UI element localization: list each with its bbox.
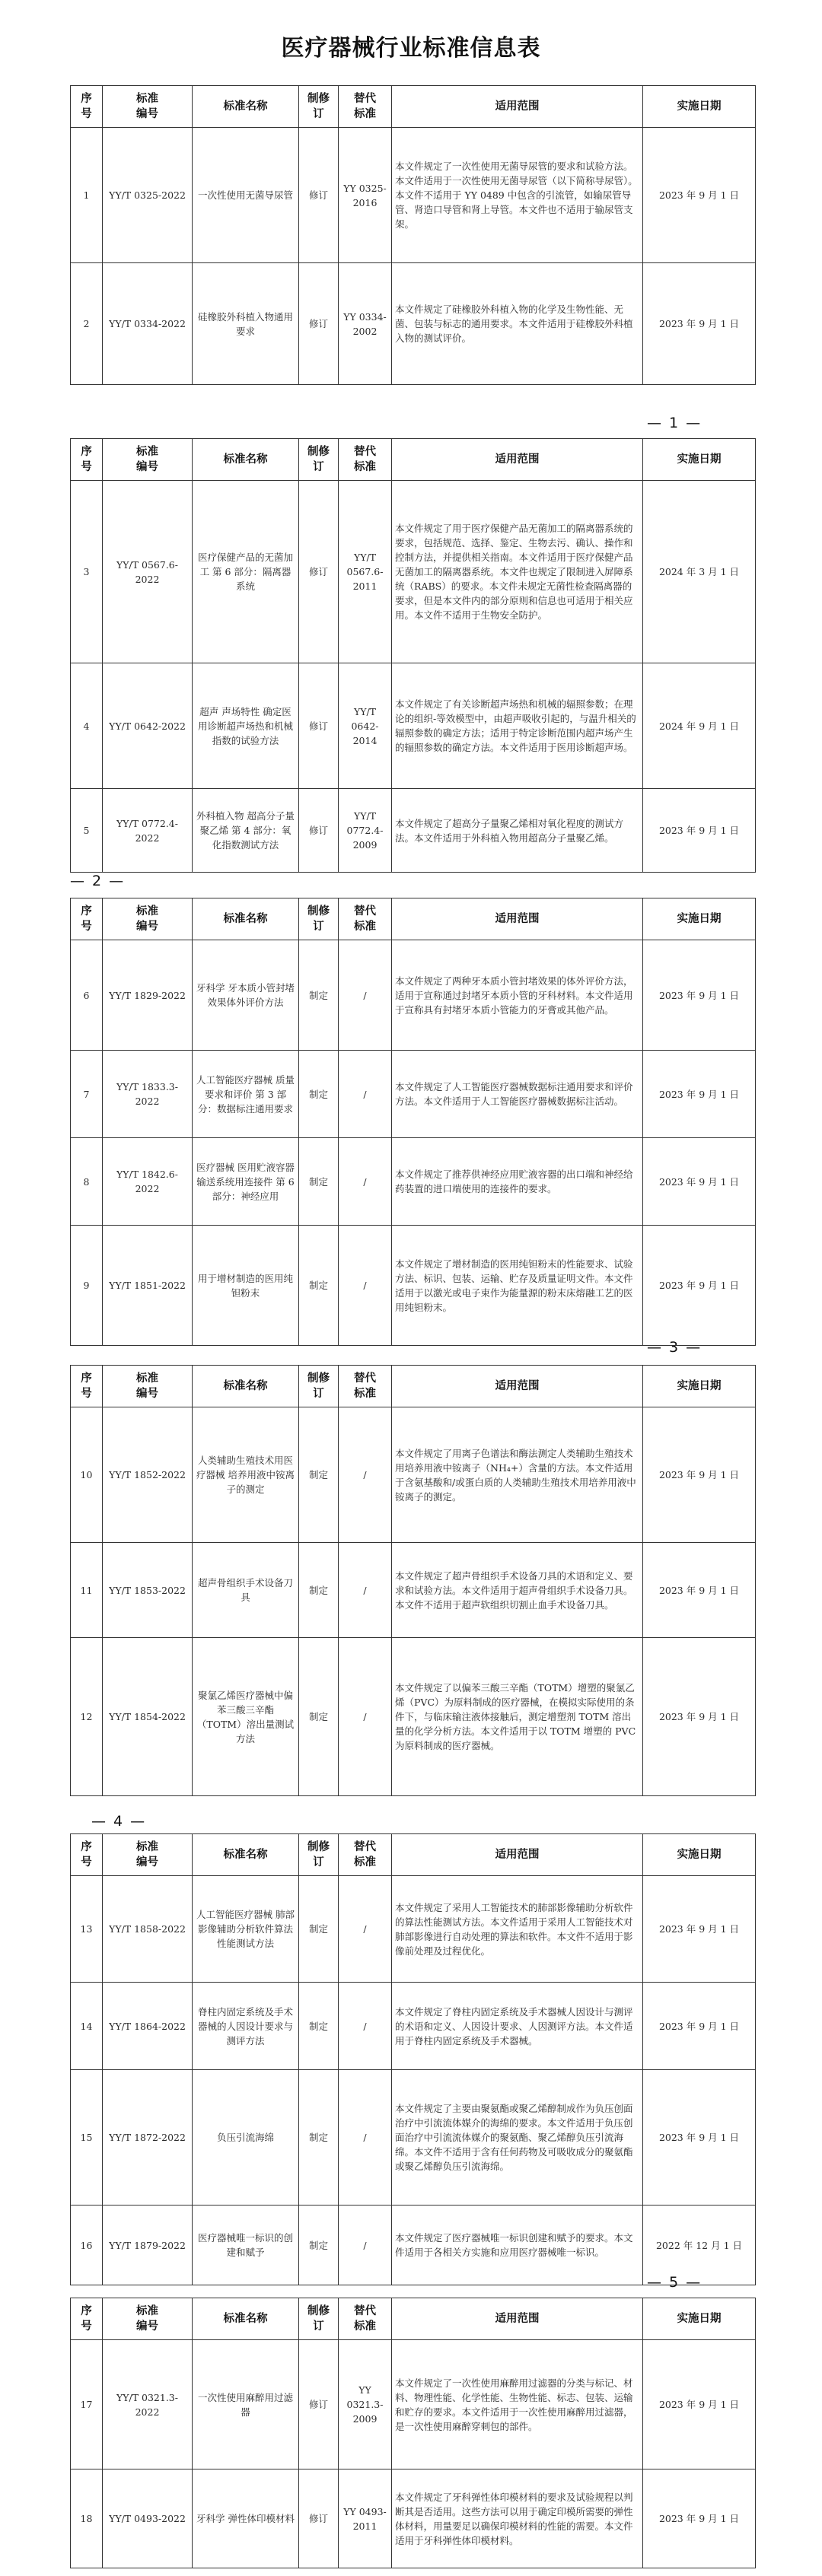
row-no: 8 [71, 1138, 103, 1226]
row-replace: / [339, 2070, 392, 2206]
header-type: 制修订 [299, 86, 339, 128]
row-replace: / [339, 1983, 392, 2070]
header-type: 制修订 [299, 1366, 339, 1407]
row-replace: / [339, 2206, 392, 2285]
header-replace: 替代 标准 [339, 898, 392, 940]
row-replace: / [339, 1226, 392, 1346]
row-code: YY/T 1872-2022 [103, 2070, 193, 2206]
standards-table-page-1 [70, 85, 756, 385]
row-name: 外科植入物 超高分子量聚乙烯 第 4 部分：氧化指数测试方法 [193, 789, 299, 873]
page-number: — 5 — [647, 2274, 703, 2291]
row-scope: 本文件规定了增材制造的医用纯钽粉末的性能要求、试验方法、标识、包装、运输、贮存及质量证明文件。本文件适用于以激光或电子束作为能量源的粉末床熔融工艺的医用纯钽粉末。 [392, 1226, 643, 1346]
row-type: 制定 [299, 1876, 339, 1983]
row-code: YY/T 1858-2022 [103, 1876, 193, 1983]
row-scope: 本文件规定了脊柱内固定系统及手术器械人因设计与测评的术语和定义、人因设计要求、人因测评方法。本文件适用于脊柱内固定系统及手术器械。 [392, 1983, 643, 2070]
row-replace: / [339, 1138, 392, 1226]
table-header-row [71, 2298, 756, 2340]
header-no: 序 号 [71, 1366, 103, 1407]
row-date: 2023 年 9 月 1 日 [643, 2340, 756, 2469]
header-name: 标准名称 [193, 2298, 299, 2340]
row-date: 2023 年 9 月 1 日 [643, 1226, 756, 1346]
row-type: 制定 [299, 1407, 339, 1543]
standards-table-page-2 [70, 438, 756, 873]
row-no: 4 [71, 663, 103, 789]
standards-table-page-5 [70, 1833, 756, 2285]
header-replace: 替代 标准 [339, 1366, 392, 1407]
table-row [71, 1051, 756, 1138]
header-replace: 替代 标准 [339, 439, 392, 481]
row-code: YY/T 0567.6-2022 [103, 481, 193, 663]
row-scope: 本文件规定了有关诊断超声场热和机械的辐照参数；在理论的组织-等效模型中，由超声吸收引起的，与温升相关的辐照参数的确定方法；适用于特定诊断范围内超声场产生的辐照参数的确定方法。本文件适用于医用诊断超声场。 [392, 663, 643, 789]
row-code: YY/T 1833.3-2022 [103, 1051, 193, 1138]
row-date: 2023 年 9 月 1 日 [643, 1638, 756, 1796]
table-row [71, 1983, 756, 2070]
header-scope: 适用范围 [392, 1834, 643, 1876]
row-no: 2 [71, 263, 103, 385]
row-name: 一次性使用麻醉用过滤器 [193, 2340, 299, 2469]
row-type: 制定 [299, 1051, 339, 1138]
page-number: — 4 — [91, 1813, 147, 1830]
row-replace: YY/T 0772.4-2009 [339, 789, 392, 873]
row-scope: 本文件规定了超声骨组织手术设备刀具的术语和定义、要求和试验方法。本文件适用于超声骨组织手术设备刀具。本文件不适用于超声软组织切割止血手术设备刀具。 [392, 1543, 643, 1638]
header-date: 实施日期 [643, 439, 756, 481]
row-scope: 本文件规定了推荐供神经应用贮液容器的出口端和神经给药装置的进口端使用的连接件的要求。 [392, 1138, 643, 1226]
header-scope: 适用范围 [392, 898, 643, 940]
row-type: 修订 [299, 789, 339, 873]
row-replace: YY 0334-2002 [339, 263, 392, 385]
row-date: 2023 年 9 月 1 日 [643, 263, 756, 385]
header-code: 标准 编号 [103, 86, 193, 128]
row-name: 牙科学 弹性体印模材料 [193, 2469, 299, 2568]
row-code: YY/T 0642-2022 [103, 663, 193, 789]
row-no: 6 [71, 940, 103, 1051]
row-scope: 本文件规定了两种牙本质小管封堵效果的体外评价方法，适用于宣称通过封堵牙本质小管的牙科材料。本文件适用于宣称具有封堵牙本质小管能力的牙膏或其他产品。 [392, 940, 643, 1051]
header-code: 标准 编号 [103, 1366, 193, 1407]
row-date: 2023 年 9 月 1 日 [643, 1407, 756, 1543]
table-row [71, 2206, 756, 2285]
row-code: YY/T 1829-2022 [103, 940, 193, 1051]
header-date: 实施日期 [643, 1366, 756, 1407]
row-name: 牙科学 牙本质小管封堵效果体外评价方法 [193, 940, 299, 1051]
row-replace: / [339, 1876, 392, 1983]
row-scope: 本文件规定了用离子色谱法和酶法测定人类辅助生殖技术用培养用液中铵离子（NH₄+）含量的方法。本文件适用于含氨基酸和/或蛋白质的人类辅助生殖技术用培养用液中铵离子的测定。 [392, 1407, 643, 1543]
row-name: 医疗器械唯一标识的创建和赋予 [193, 2206, 299, 2285]
row-scope: 本文件规定了一次性使用麻醉用过滤器的分类与标记、材料、物理性能、化学性能、生物性能、标志、包装、运输和贮存的要求。本文件适用于一次性使用麻醉用过滤器，是一次性使用麻醉穿刺包的部件。 [392, 2340, 643, 2469]
row-no: 14 [71, 1983, 103, 2070]
row-replace: YY/T 0567.6-2011 [339, 481, 392, 663]
row-scope: 本文件规定了主要由聚氨酯或聚乙烯醇制成作为负压创面治疗中引流流体媒介的海绵的要求。本文件适用于负压创面治疗中引流流体媒介的聚氨酯、聚乙烯醇负压引流海绵。本文件不适用于含有任何药物及可吸收成分的聚氨酯或聚乙烯醇负压引流海绵。 [392, 2070, 643, 2206]
row-no: 15 [71, 2070, 103, 2206]
row-name: 超声骨组织手术设备刀具 [193, 1543, 299, 1638]
row-no: 5 [71, 789, 103, 873]
row-name: 脊柱内固定系统及手术器械的人因设计要求与测评方法 [193, 1983, 299, 2070]
table-row [71, 663, 756, 789]
row-scope: 本文件规定了人工智能医疗器械数据标注通用要求和评价方法。本文件适用于人工智能医疗器械数据标注活动。 [392, 1051, 643, 1138]
row-replace: / [339, 1051, 392, 1138]
row-replace: YY 0321.3-2009 [339, 2340, 392, 2469]
row-code: YY/T 1852-2022 [103, 1407, 193, 1543]
row-scope: 本文件规定了牙科弹性体印模材料的要求及试验规程以判断其是否适用。这些方法可以用于确定印模所需要的弹性体材料，用量要足以确保印模材料的性能的需要。本文件适用于牙科弹性体印模材料。 [392, 2469, 643, 2568]
row-replace: YY 0493-2011 [339, 2469, 392, 2568]
row-code: YY/T 0334-2022 [103, 263, 193, 385]
page-number: — 1 — [647, 415, 703, 431]
row-name: 人工智能医疗器械 肺部影像辅助分析软件算法性能测试方法 [193, 1876, 299, 1983]
table-row [71, 789, 756, 873]
table-header-row [71, 439, 756, 481]
header-date: 实施日期 [643, 898, 756, 940]
row-date: 2024 年 3 月 1 日 [643, 481, 756, 663]
document-title: 医疗器械行业标准信息表 [281, 35, 541, 62]
row-no: 12 [71, 1638, 103, 1796]
header-replace: 替代 标准 [339, 1834, 392, 1876]
row-date: 2023 年 9 月 1 日 [643, 940, 756, 1051]
table-header-row [71, 86, 756, 128]
row-scope: 本文件规定了一次性使用无菌导尿管的要求和试验方法。本文件适用于一次性使用无菌导尿管（以下简称导尿管）。本文件不适用于 YY 0489 中包含的引流管，如输尿管导管、肾造口导管和肾上导管。本文件也不适用于输尿管支架。 [392, 128, 643, 263]
row-scope: 本文件规定了医疗器械唯一标识创建和赋予的要求。本文件适用于各相关方实施和应用医疗器械唯一标识。 [392, 2206, 643, 2285]
row-type: 修订 [299, 263, 339, 385]
header-no: 序 号 [71, 898, 103, 940]
row-type: 修订 [299, 128, 339, 263]
row-name: 超声 声场特性 确定医用诊断超声场热和机械指数的试验方法 [193, 663, 299, 789]
table-row [71, 481, 756, 663]
row-type: 制定 [299, 2206, 339, 2285]
page-number: — 3 — [647, 1339, 703, 1356]
header-type: 制修订 [299, 1834, 339, 1876]
row-no: 9 [71, 1226, 103, 1346]
header-code: 标准 编号 [103, 2298, 193, 2340]
row-type: 修订 [299, 2340, 339, 2469]
row-scope: 本文件规定了以偏苯三酸三辛酯（TOTM）增塑的聚氯乙烯（PVC）为原料制成的医疗器械，在模拟实际使用的条件下，与临床输注液体接触后，测定增塑剂 TOTM 溶出量的化学分析方法。本文件适用于以 TOTM 增塑的 PVC 为原料制成的医疗器械。 [392, 1638, 643, 1796]
row-date: 2023 年 9 月 1 日 [643, 789, 756, 873]
header-name: 标准名称 [193, 439, 299, 481]
row-date: 2022 年 12 月 1 日 [643, 2206, 756, 2285]
header-code: 标准 编号 [103, 439, 193, 481]
row-no: 3 [71, 481, 103, 663]
row-date: 2024 年 9 月 1 日 [643, 663, 756, 789]
standards-table-page-6 [70, 2298, 756, 2568]
row-no: 13 [71, 1876, 103, 1983]
row-type: 制定 [299, 1983, 339, 2070]
row-replace: / [339, 1638, 392, 1796]
row-code: YY/T 1879-2022 [103, 2206, 193, 2285]
page-number: — 2 — [70, 873, 126, 889]
row-name: 人类辅助生殖技术用医疗器械 培养用液中铵离子的测定 [193, 1407, 299, 1543]
table-row [71, 1543, 756, 1638]
header-no: 序 号 [71, 2298, 103, 2340]
table-row [71, 128, 756, 263]
table-row [71, 2070, 756, 2206]
row-name: 用于增材制造的医用纯钽粉末 [193, 1226, 299, 1346]
header-date: 实施日期 [643, 2298, 756, 2340]
table-row [71, 1407, 756, 1543]
row-no: 10 [71, 1407, 103, 1543]
header-scope: 适用范围 [392, 439, 643, 481]
header-replace: 替代 标准 [339, 86, 392, 128]
row-scope: 本文件规定了超高分子量聚乙烯相对氧化程度的测试方法。本文件适用于外科植入物用超高分子量聚乙烯。 [392, 789, 643, 873]
row-date: 2023 年 9 月 1 日 [643, 2070, 756, 2206]
header-scope: 适用范围 [392, 86, 643, 128]
row-code: YY/T 1842.6-2022 [103, 1138, 193, 1226]
header-scope: 适用范围 [392, 2298, 643, 2340]
table-row [71, 2469, 756, 2568]
row-name: 人工智能医疗器械 质量要求和评价 第 3 部分：数据标注通用要求 [193, 1051, 299, 1138]
row-replace: / [339, 940, 392, 1051]
table-header-row [71, 898, 756, 940]
row-type: 制定 [299, 940, 339, 1051]
table-header-row [71, 1834, 756, 1876]
row-code: YY/T 0493-2022 [103, 2469, 193, 2568]
table-row [71, 263, 756, 385]
row-type: 制定 [299, 1226, 339, 1346]
row-no: 16 [71, 2206, 103, 2285]
table-row [71, 2340, 756, 2469]
row-date: 2023 年 9 月 1 日 [643, 1983, 756, 2070]
header-name: 标准名称 [193, 1366, 299, 1407]
row-code: YY/T 1854-2022 [103, 1638, 193, 1796]
row-date: 2023 年 9 月 1 日 [643, 1138, 756, 1226]
row-scope: 本文件规定了硅橡胶外科植入物的化学及生物性能、无菌、包装与标志的通用要求。本文件适用于硅橡胶外科植入物的测试评价。 [392, 263, 643, 385]
row-type: 制定 [299, 1138, 339, 1226]
header-type: 制修订 [299, 898, 339, 940]
row-code: YY/T 1853-2022 [103, 1543, 193, 1638]
row-name: 医疗保健产品的无菌加工 第 6 部分：隔离器系统 [193, 481, 299, 663]
table-row [71, 940, 756, 1051]
row-type: 制定 [299, 1638, 339, 1796]
row-replace: YY/T 0642-2014 [339, 663, 392, 789]
row-replace: / [339, 1407, 392, 1543]
header-name: 标准名称 [193, 898, 299, 940]
row-type: 修订 [299, 663, 339, 789]
row-scope: 本文件规定了用于医疗保健产品无菌加工的隔离器系统的要求，包括规范、选择、鉴定、生物去污、确认、操作和控制方法，并提供相关指南。本文件适用于医疗保健产品无菌加工的隔离器系统。本文件也规定了限制进入屏障系统（RABS）的要求。本文件未规定无菌性检查隔离器的要求，但是本文件内的部分原则和信息也可适用于相关应用。本文件不适用于生物安全防护。 [392, 481, 643, 663]
table-row [71, 1638, 756, 1796]
row-code: YY/T 0325-2022 [103, 128, 193, 263]
table-row [71, 1876, 756, 1983]
row-date: 2023 年 9 月 1 日 [643, 1876, 756, 1983]
header-no: 序 号 [71, 439, 103, 481]
row-date: 2023 年 9 月 1 日 [643, 2469, 756, 2568]
standards-table-page-3 [70, 898, 756, 1346]
row-scope: 本文件规定了采用人工智能技术的肺部影像辅助分析软件的算法性能测试方法。本文件适用于采用人工智能技术对肺部影像进行自动处理的算法和软件。本文件不适用于影像前处理及过程优化。 [392, 1876, 643, 1983]
row-code: YY/T 0772.4-2022 [103, 789, 193, 873]
header-no: 序 号 [71, 1834, 103, 1876]
table-row [71, 1226, 756, 1346]
header-code: 标准 编号 [103, 898, 193, 940]
row-type: 制定 [299, 1543, 339, 1638]
row-name: 医疗器械 医用贮液容器输送系统用连接件 第 6 部分：神经应用 [193, 1138, 299, 1226]
row-date: 2023 年 9 月 1 日 [643, 128, 756, 263]
table-header-row [71, 1366, 756, 1407]
row-date: 2023 年 9 月 1 日 [643, 1051, 756, 1138]
header-name: 标准名称 [193, 86, 299, 128]
row-no: 7 [71, 1051, 103, 1138]
header-code: 标准 编号 [103, 1834, 193, 1876]
row-code: YY/T 0321.3-2022 [103, 2340, 193, 2469]
header-replace: 替代 标准 [339, 2298, 392, 2340]
row-type: 修订 [299, 481, 339, 663]
row-code: YY/T 1851-2022 [103, 1226, 193, 1346]
header-date: 实施日期 [643, 1834, 756, 1876]
row-replace: / [339, 1543, 392, 1638]
row-name: 硅橡胶外科植入物通用要求 [193, 263, 299, 385]
row-name: 聚氯乙烯医疗器械中偏苯三酸三辛酯（TOTM）溶出量测试方法 [193, 1638, 299, 1796]
row-date: 2023 年 9 月 1 日 [643, 1543, 756, 1638]
row-no: 17 [71, 2340, 103, 2469]
row-code: YY/T 1864-2022 [103, 1983, 193, 2070]
row-no: 11 [71, 1543, 103, 1638]
header-no: 序 号 [71, 86, 103, 128]
standards-table-page-4 [70, 1365, 756, 1796]
row-type: 修订 [299, 2469, 339, 2568]
row-name: 负压引流海绵 [193, 2070, 299, 2206]
row-no: 18 [71, 2469, 103, 2568]
row-replace: YY 0325-2016 [339, 128, 392, 263]
header-type: 制修订 [299, 2298, 339, 2340]
header-scope: 适用范围 [392, 1366, 643, 1407]
table-row [71, 1138, 756, 1226]
header-name: 标准名称 [193, 1834, 299, 1876]
header-date: 实施日期 [643, 86, 756, 128]
row-no: 1 [71, 128, 103, 263]
row-type: 制定 [299, 2070, 339, 2206]
row-name: 一次性使用无菌导尿管 [193, 128, 299, 263]
header-type: 制修订 [299, 439, 339, 481]
